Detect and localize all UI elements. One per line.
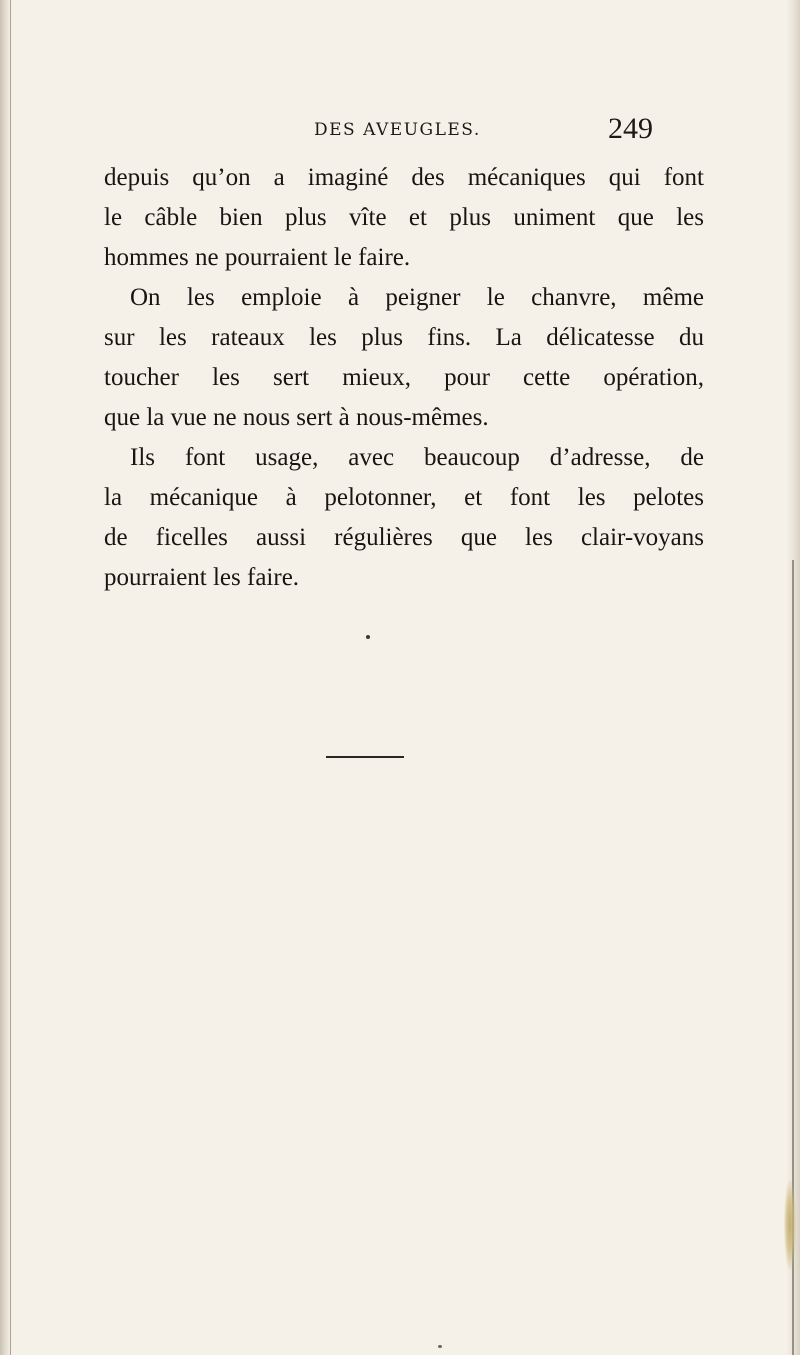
body-text — [104, 158, 704, 598]
ink-dot — [366, 635, 370, 639]
page-number: 249 — [608, 112, 653, 145]
text-line: sur les rateaux les plus fins. La délicatesse du — [104, 324, 704, 351]
running-head-title: DES AVEUGLES. — [314, 120, 481, 140]
text-line: toucher les sert mieux, pour cette opération, — [104, 364, 704, 391]
text-line: depuis qu’on a imaginé des mécaniques qui font — [104, 164, 704, 191]
running-head — [100, 112, 700, 152]
page-left-edge — [10, 0, 11, 1355]
paper-stain — [784, 1180, 796, 1270]
text-line: hommes ne pourraient le faire. — [104, 244, 411, 271]
text-line: pourraient les faire. — [104, 564, 300, 591]
ink-speck — [438, 1345, 442, 1348]
text-line: Ils font usage, avec beaucoup d’adresse, de — [130, 444, 704, 471]
text-line: la mécanique à pelotonner, et font les pelotes — [104, 484, 704, 511]
text-line: que la vue ne nous sert à nous-mêmes. — [104, 404, 489, 431]
text-line: On les emploie à peigner le chanvre, même — [130, 284, 704, 311]
section-end-rule — [326, 756, 404, 758]
text-line: le câble bien plus vîte et plus uniment que les — [104, 204, 704, 231]
text-line: de ficelles aussi régulières que les clair-voyans — [104, 524, 704, 551]
